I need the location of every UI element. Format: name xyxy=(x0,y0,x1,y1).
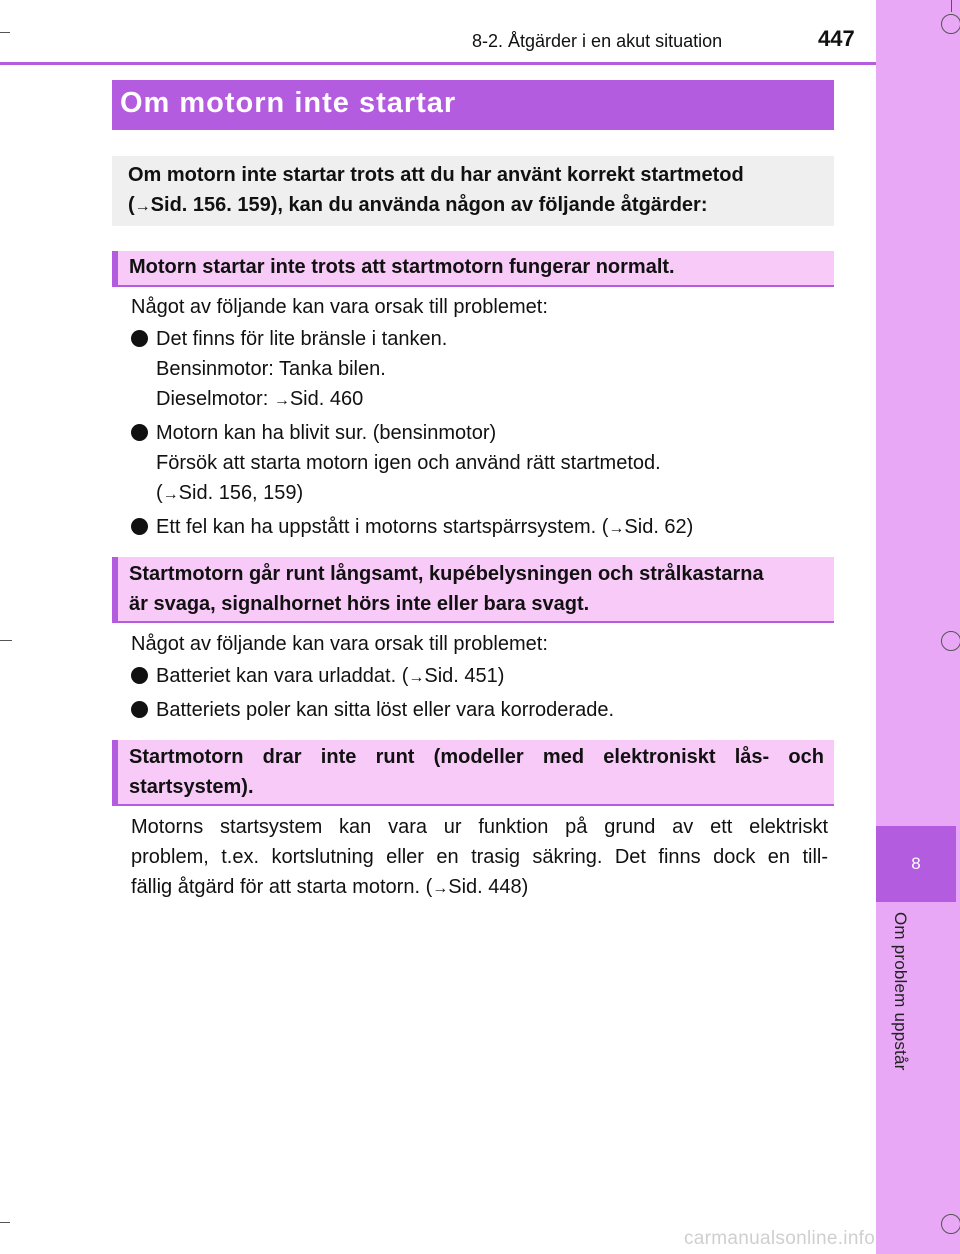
page-number: 447 xyxy=(818,26,855,51)
registration-mark-icon xyxy=(941,14,960,34)
header-section-title: 8-2. Åtgärder i en akut situation xyxy=(472,31,723,51)
crop-mark xyxy=(951,0,952,12)
bullet-icon xyxy=(131,667,148,684)
registration-mark-icon xyxy=(941,631,960,651)
section-2-heading: Startmotorn går runt långsamt, kupébelysningen och strålkastarna är svaga, signalhornet hörs inte eller bara svagt. xyxy=(112,557,834,623)
list-item: Motorn kan ha blivit sur. (bensinmotor) xyxy=(131,418,828,448)
list-item-detail: Dieselmotor: →Sid. 460 xyxy=(156,388,364,410)
list-item: Batteriets poler kan sitta löst eller vara korroderade. xyxy=(131,695,828,725)
section-3-para-line: Motorns startsystem kan vara ur funktion på grund av ett elektriskt xyxy=(131,816,828,838)
chapter-title-vertical: Om problem uppstår xyxy=(891,912,910,1071)
page-reference: Sid. 451) xyxy=(424,665,505,687)
arrow-right-icon: → xyxy=(608,520,625,537)
page-reference: Sid. 460 xyxy=(289,388,364,410)
section-3-para-line: problem, t.ex. kortslutning eller en trasig säkring. Det finns dock en till- xyxy=(131,846,828,868)
intro-box xyxy=(112,156,834,226)
arrow-right-icon: → xyxy=(273,392,290,409)
section-3-body xyxy=(131,812,828,904)
section-3-heading: Startmotorn drar inte runt (modeller med elektroniskt lås- och startsystem). xyxy=(112,740,834,806)
watermark: carmanualsonline.info xyxy=(684,1228,876,1249)
header-divider xyxy=(0,62,876,65)
section-1-lead: Något av följande kan vara orsak till problemet: xyxy=(131,296,548,318)
section-2-lead: Något av följande kan vara orsak till problemet: xyxy=(131,633,548,655)
list-item-detail: Bensinmotor: Tanka bilen. xyxy=(156,358,386,380)
crop-mark xyxy=(0,1222,10,1223)
arrow-right-icon: → xyxy=(162,486,179,503)
list-item: Det finns för lite bränsle i tanken. xyxy=(131,324,828,354)
section-3-para-line: fällig åtgärd för att starta motorn. (→Sid. 448) xyxy=(131,876,529,898)
chapter-number: 8 xyxy=(911,854,921,873)
crop-mark xyxy=(0,32,10,33)
bullet-icon xyxy=(131,330,148,347)
arrow-right-icon: → xyxy=(134,198,151,215)
page-title: Om motorn inte startar xyxy=(112,80,834,130)
page-reference: Sid. 448) xyxy=(448,876,529,898)
page-reference: Sid. 62) xyxy=(624,516,694,538)
list-item-detail: (→Sid. 156, 159) xyxy=(156,482,304,504)
bullet-icon xyxy=(131,701,148,718)
arrow-right-icon: → xyxy=(408,669,425,686)
list-item-detail: Försök att starta motorn igen och använd rätt startmetod. xyxy=(156,452,661,474)
intro-line-2: (→Sid. 156. 159), kan du använda någon av följande åtgärder: xyxy=(128,194,708,216)
crop-mark xyxy=(0,640,12,641)
arrow-right-icon: → xyxy=(432,880,449,897)
intro-line-1: Om motorn inte startar trots att du har använt korrekt startmetod xyxy=(128,164,744,186)
chapter-tab xyxy=(876,826,956,902)
section-1-heading: Motorn startar inte trots att startmotorn fungerar normalt. xyxy=(112,251,834,287)
page-reference: Sid. 156, 159) xyxy=(178,482,304,504)
section-2-body xyxy=(131,629,828,725)
bullet-icon xyxy=(131,518,148,535)
bullet-icon xyxy=(131,424,148,441)
registration-mark-icon xyxy=(941,1214,960,1234)
list-item: Batteriet kan vara urladdat. (→Sid. 451) xyxy=(131,661,828,693)
section-1-body xyxy=(131,292,828,544)
list-item: Ett fel kan ha uppstått i motorns startspärrsystem. (→Sid. 62) xyxy=(131,512,828,544)
